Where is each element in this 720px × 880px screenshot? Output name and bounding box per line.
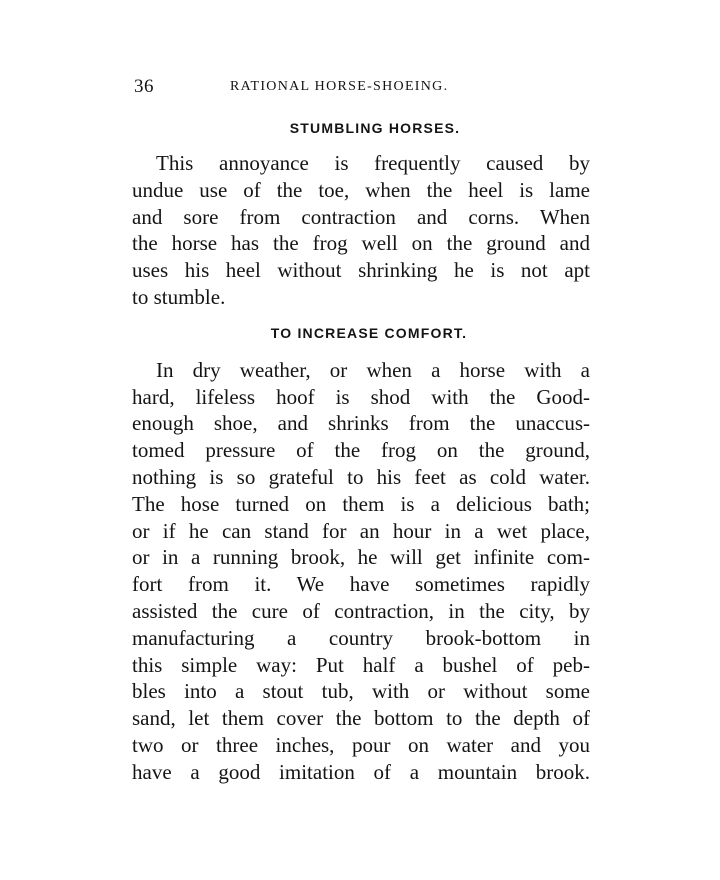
book-page (132, 72, 590, 786)
page-number: 36 (134, 76, 154, 97)
text-line: hard, lifeless hoof is shod with the Good- (132, 384, 590, 409)
text-line: two or three inches, pour on water and you (132, 732, 590, 757)
text-line: This annoyance is frequently caused by (156, 151, 590, 175)
text-line: this simple way: Put half a bushel of peb- (132, 652, 590, 677)
text-line: and sore from contraction and corns. When (132, 204, 590, 229)
text-line: or if he can stand for an hour in a wet place, (132, 518, 590, 543)
running-head (132, 72, 590, 106)
text-line: the horse has the frog well on the ground and (132, 231, 590, 256)
text-line: uses his heel without shrinking he is not apt (132, 258, 590, 283)
paragraph-stumbling-horses (132, 150, 590, 311)
text-line: In dry weather, or when a horse with a (156, 357, 590, 382)
text-line: bles into a stout tub, with or without some (132, 679, 590, 704)
text-line: nothing is so grateful to his feet as cold water. (132, 464, 590, 489)
text-line: or in a running brook, he will get infinite com- (132, 545, 590, 570)
text-line: enough shoe, and shrinks from the unaccus- (132, 411, 590, 436)
section-heading-stumbling-horses: STUMBLING HORSES. (289, 120, 461, 136)
text-line: The hose turned on them is a delicious bath; (132, 491, 590, 516)
text-line: manufacturing a country brook-bottom in (132, 625, 590, 650)
section-heading-to-increase-comfort: TO INCREASE COMFORT. (270, 324, 468, 341)
text-line: fort from it. We have sometimes rapidly (132, 572, 590, 597)
text-line: have a good imitation of a mountain brook. (132, 759, 590, 784)
text-line: to stumble. (132, 284, 226, 309)
text-line: undue use of the toe, when the heel is lame (132, 177, 590, 202)
text-line: tomed pressure of the frog on the ground, (132, 438, 590, 463)
text-line: sand, let them cover the bottom to the depth of (132, 706, 590, 731)
text-line: assisted the cure of contraction, in the city, by (132, 598, 590, 623)
paragraph-to-increase-comfort (132, 357, 590, 786)
running-title: RATIONAL HORSE-SHOEING. (230, 79, 449, 94)
